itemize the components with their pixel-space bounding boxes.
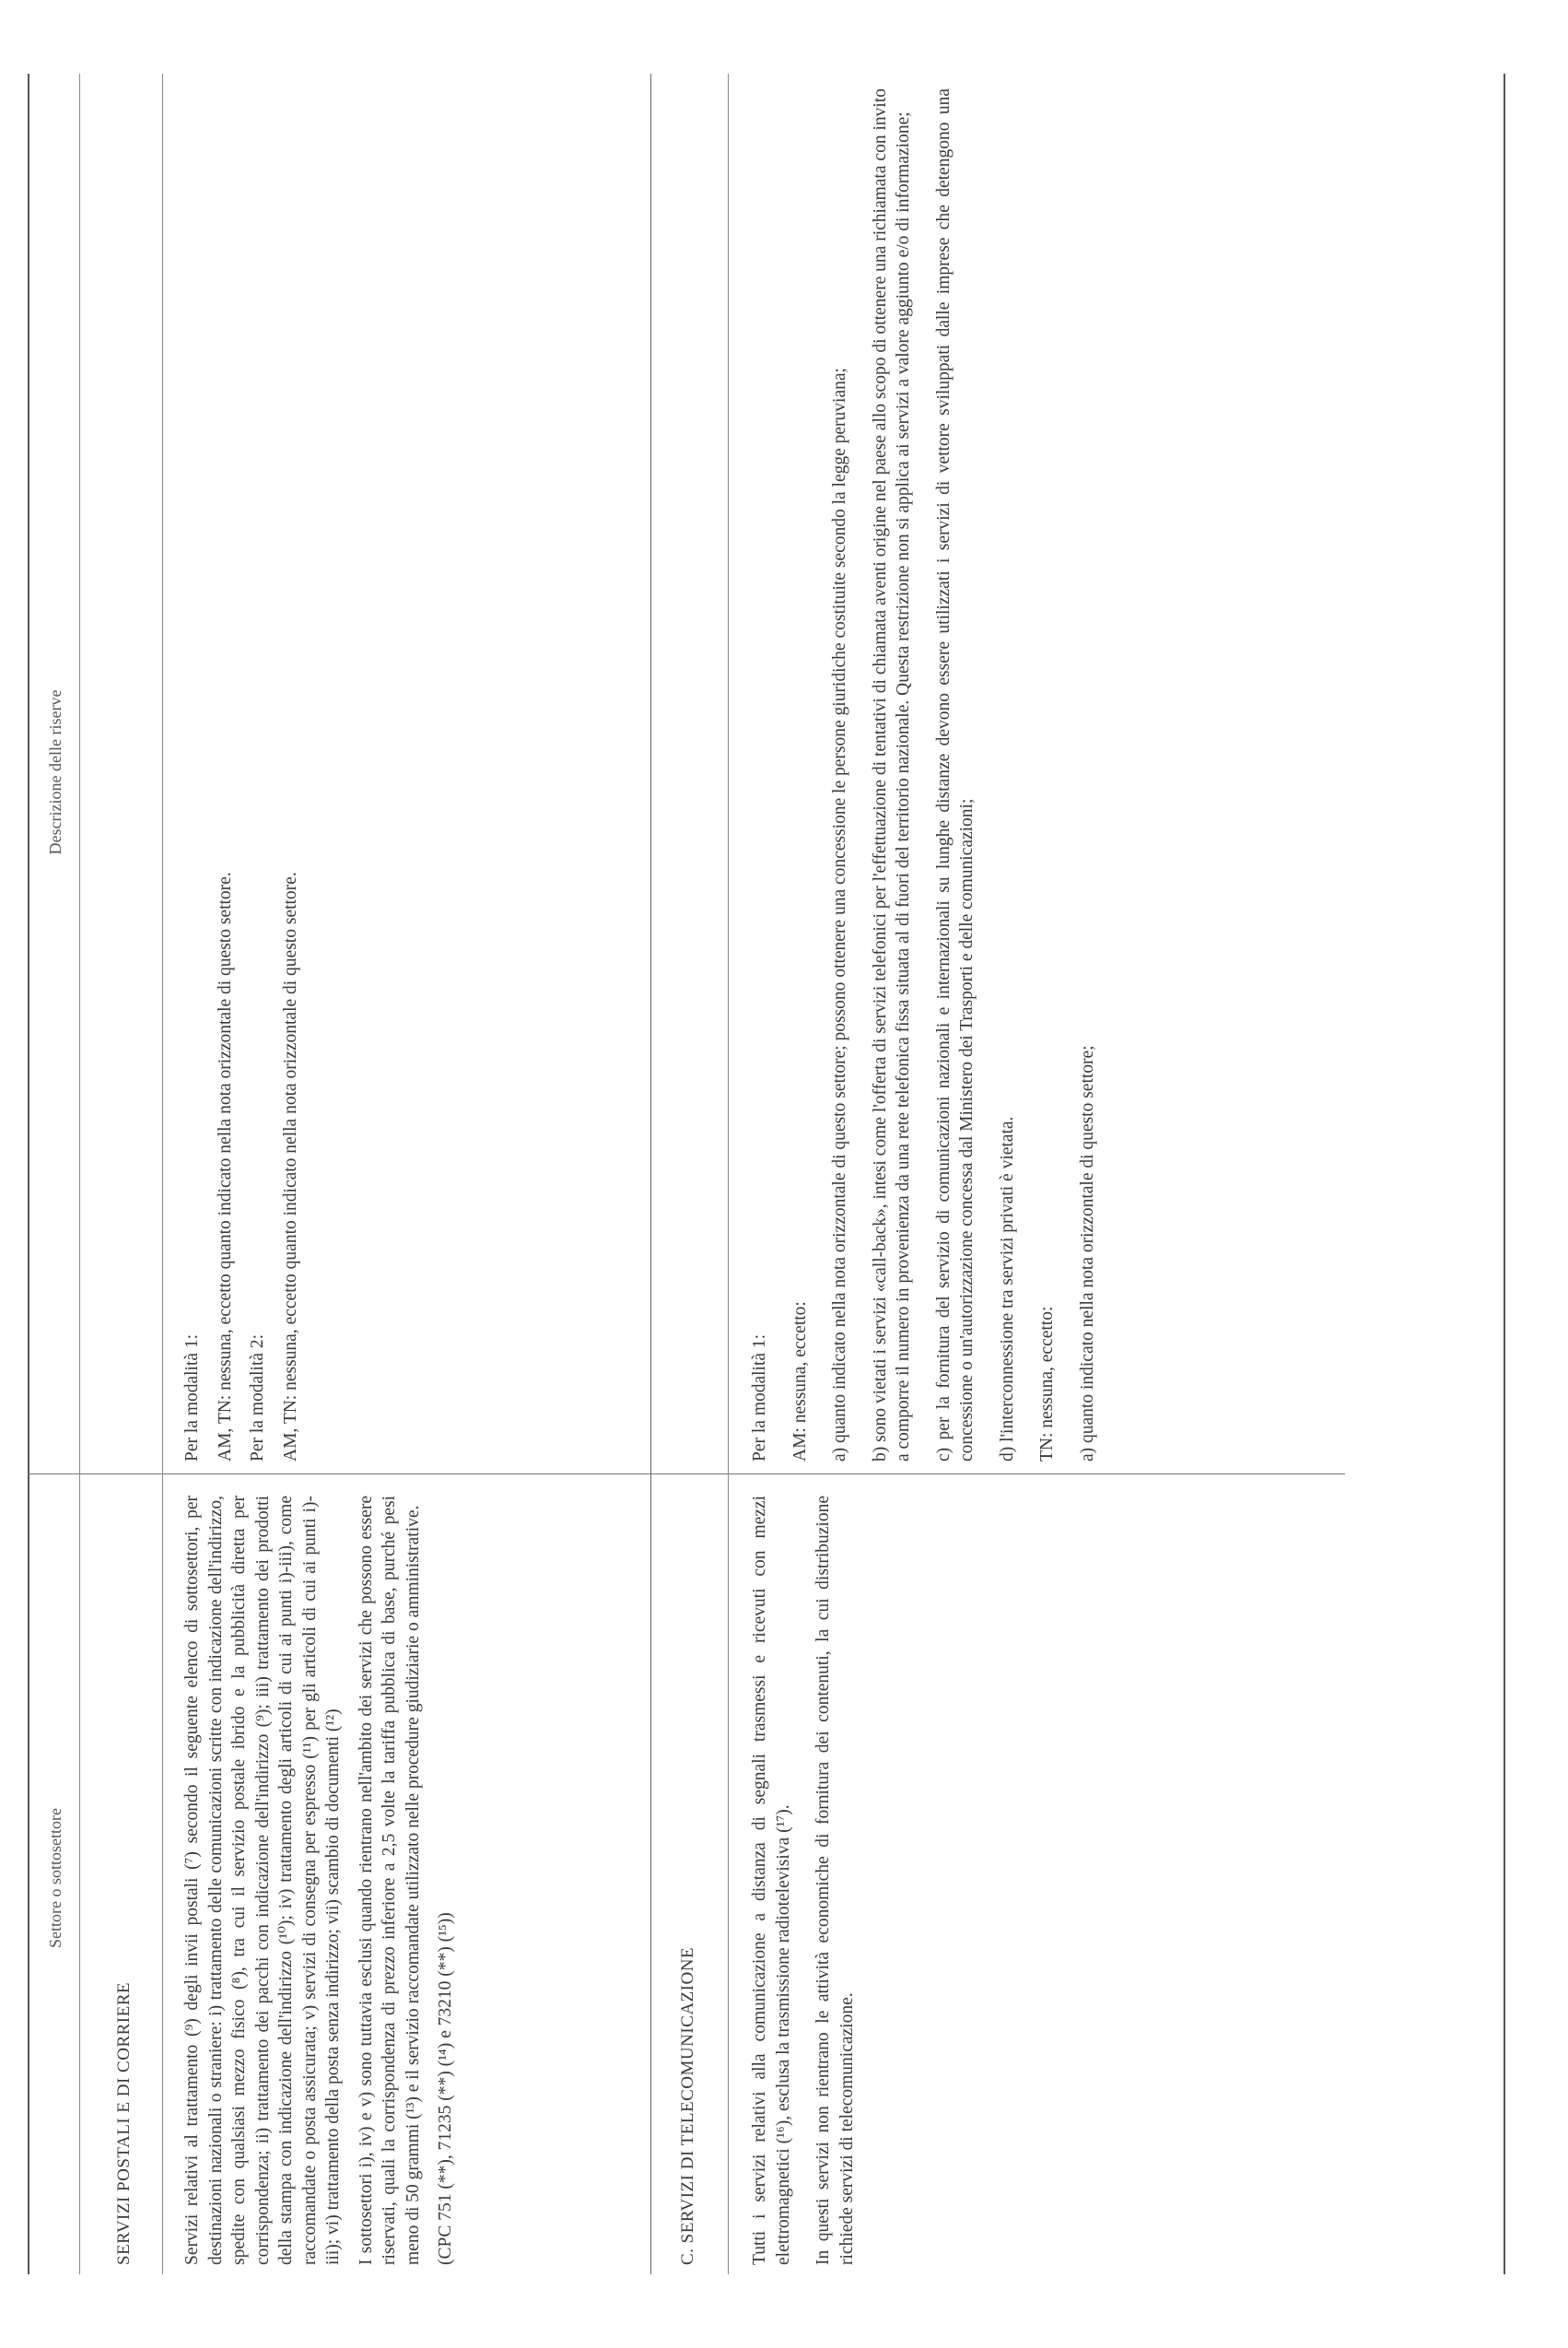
telecom-reservation-line: Per la modalità 1: — [750, 1333, 769, 1462]
table-top-rule — [28, 74, 29, 2274]
table-bottom-rule — [1504, 74, 1505, 2274]
column-header-reservations: Descrizione delle riserve — [46, 689, 64, 855]
telecom-reservation-line: a) quanto indicato nella nota orizzontale di questo settore; — [1077, 1045, 1097, 1462]
telecom-reservation-line: TN: nessuna, eccetto: — [1037, 1306, 1057, 1462]
section-rule — [650, 74, 651, 2274]
column-separator — [28, 1473, 1345, 1474]
postal-reservation-line: Per la modalità 2: — [248, 1333, 267, 1462]
telecom-reservation-line: b) sono vietati i servizi «call-back», intesi come l'offerta di servizi telefonici per l'effettuazione di tentativi di chiamata aventi origine nel paese allo scopo di ottenere una richiamata con invito a comporre il numero in provenienza da una rete telefonica fissa situata al di fuori del territorio nazionale. Questa restrizione non si applica ai servizi a valore aggiunto e/o di informazione; — [870, 88, 913, 1462]
header-rule — [79, 74, 80, 2274]
telecom-section-title: C. SERVIZI DI TELECOMUNICAZIONE — [678, 1946, 697, 2265]
telecom-reservations — [748, 88, 1116, 1462]
telecom-reservation-line: c) per la fornitura del servizio di comunicazioni nazionali e internazionali su lunghe distanze devono essere utilizzati i servizi di vettore sviluppati dalle imprese che detengono una concessione o un'autorizzazione concessa dal Ministero dei Trasporti e delle comunicazioni; — [933, 88, 977, 1462]
telecom-description — [748, 1496, 868, 2265]
postal-reservation-line: Per la modalità 1: — [182, 1333, 202, 1462]
postal-reservation-line: AM, TN: nessuna, eccetto quanto indicato nella nota orizzontale di questo settore. — [280, 872, 300, 1462]
section-rule — [728, 74, 729, 2274]
telecom-paragraph-2: In questi servizi non rientrano le attività economiche di fornitura dei contenuti, la cui distribuzione richiede servizi di telecomunicazione. — [813, 1496, 857, 2265]
postal-paragraph-1: Servizi relativi al trattamento (⁹) degli invii postali (⁷) secondo il seguente elenco di sottosettori, per destinazioni nazionali o straniere: i) trattamento delle comunicazioni scritte con indicazione dell'indirizzo, spedite con qualsiasi mezzo fisico (⁸), tra cui il servizio postale ibrido e la pubblicità diretta per corrispondenza; ii) trattamento dei pacchi con indicazione dell'indirizzo (⁹); iii) trattamento dei prodotti della stampa con indicazione dell'indirizzo (¹⁰); iv) trattamento degli articoli di cui ai punti i)-iii), come raccomandate o posta assicurata; v) servizi di consegna per espresso (¹¹) per gli articoli di cui ai punti i)-iii); vi) trattamento della posta senza indirizzo; vii) scambio di documenti (¹²) — [182, 1496, 343, 2265]
telecom-reservation-line: d) l'interconnessione tra servizi privati è vietata. — [997, 1116, 1017, 1462]
telecom-reservation-line: a) quanto indicato nella nota orizzontale di questo settore; possono ottenere una concessione le persone giuridiche costituite secondo la legge peruviana; — [830, 368, 849, 1462]
postal-paragraph-3: (CPC 751 (**), 71235 (**) (¹⁴) e 73210 (**) (¹⁵)) — [436, 1912, 455, 2265]
postal-reservations — [181, 88, 311, 1462]
postal-reservation-line: AM, TN: nessuna, eccetto quanto indicato nella nota orizzontale di questo settore. — [215, 872, 235, 1462]
postal-description — [181, 1496, 467, 2265]
column-header-sector: Settore o sottosettore — [46, 1808, 64, 1948]
telecom-paragraph-1: Tutti i servizi relativi alla comunicazione a distanza di segnali trasmessi e ricevuti con mezzi elettromagnetici (¹⁶), esclusa la trasmissione radiotelevisiva (¹⁷). — [750, 1496, 793, 2265]
section-rule — [162, 74, 163, 2274]
postal-section-title: SERVIZI POSTALI E DI CORRIERE — [114, 1981, 134, 2265]
postal-paragraph-2: I sottosettori i), iv) e v) sono tuttavia esclusi quando rientrano nell'ambito dei servizi che possono essere riservati, quali la corrispondenza di prezzo inferiore a 2,5 volte la tariffa pubblica di base, purché pesi meno di 50 grammi (¹³) e il servizio raccomandate utilizzato nelle procedure giudiziarie o amministrative. — [356, 1496, 423, 2265]
telecom-reservation-line: AM: nessuna, eccetto: — [790, 1301, 810, 1462]
